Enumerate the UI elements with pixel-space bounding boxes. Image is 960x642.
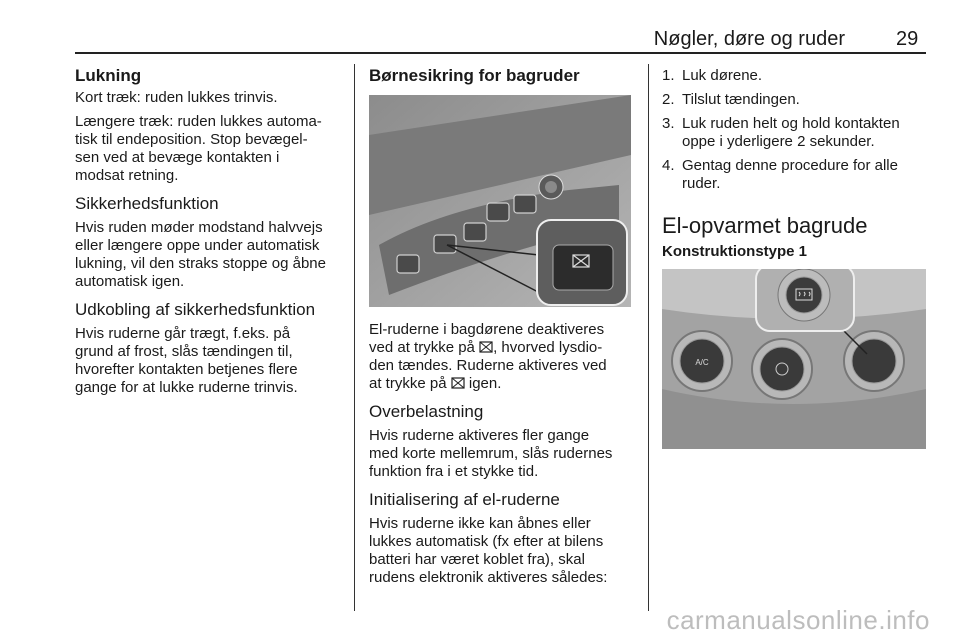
- right-column: [662, 67, 930, 449]
- paragraph: Kort træk: ruden lukkes trinvis.: [75, 89, 278, 106]
- fan-knob: [752, 339, 812, 399]
- heading-konstruktionstype: Konstruktionstype 1: [662, 243, 808, 260]
- paragraph: El-ruderne i bagdørene deaktiveres ved at trykke på , hvorved lysdio- den tændes. Ruderne aktiveres ved at trykke på igen.: [369, 321, 607, 392]
- heading-sikkerhedsfunktion: Sikkerhedsfunktion: [75, 194, 219, 213]
- door-switch-illustration: [369, 95, 631, 307]
- heading-initialisering: Initialisering af el-ruderne: [369, 490, 560, 509]
- heading-boernesikring: Børnesikring for bagruder: [369, 66, 580, 85]
- svg-text:A/C: A/C: [695, 358, 709, 367]
- ac-knob: [672, 331, 732, 391]
- heading-overbelastning: Overbelastning: [369, 402, 484, 421]
- heading-udkobling: Udkobling af sikkerhedsfunktion: [75, 300, 316, 319]
- paragraph: Hvis ruden møder modstand halvvejs eller længere oppe under automatisk lukning, vil den straks stoppe og åbne automatisk igen.: [75, 219, 326, 290]
- left-column: [75, 67, 345, 403]
- list-item: 4. Gentag denne procedure for alle ruder.: [662, 157, 898, 192]
- paragraph: Hvis ruderne går trægt, f.eks. på grund af frost, slås tændingen til, hvorefter kontakten betjenes flere gange for at lukke ruderne trinvis.: [75, 325, 298, 396]
- middle-column: [369, 67, 641, 593]
- header-rule: [75, 52, 926, 54]
- list-item: 2. Tilslut tændingen.: [662, 91, 800, 108]
- heading-lukning: Lukning: [75, 66, 142, 85]
- watermark: carmanualsonline.info: [666, 605, 930, 635]
- child-lock-icon: [451, 377, 465, 389]
- list-item: 3. Luk ruden helt og hold kontakten oppe i yderligere 2 sekunder.: [662, 115, 900, 150]
- column-divider-right: [648, 64, 649, 611]
- heading-el-opvarmet-bagrude: El-opvarmet bagrude: [662, 213, 868, 238]
- paragraph: Hvis ruderne aktiveres fler gange med korte mellemrum, slås rudernes funktion fra i et stykke tid.: [369, 427, 613, 480]
- steps-list: [662, 67, 930, 193]
- paragraph: Hvis ruderne ikke kan åbnes eller lukkes automatisk (fx efter at bilens batteri har været koblet fra), skal rudens elektronik aktiveres således:: [369, 515, 608, 586]
- child-lock-icon: [479, 341, 493, 353]
- list-item: 1. Luk dørene.: [662, 67, 763, 84]
- paragraph: Længere træk: ruden lukkes automa- tisk til endeposition. Stop bevægel- sen ved at bevæge kontakten i modsat retning.: [75, 113, 322, 184]
- climate-control-illustration: [662, 269, 926, 449]
- page-number: 29: [896, 28, 919, 50]
- column-divider-left: [354, 64, 355, 611]
- page-header-title: Nøgler, døre og ruder: [653, 28, 845, 50]
